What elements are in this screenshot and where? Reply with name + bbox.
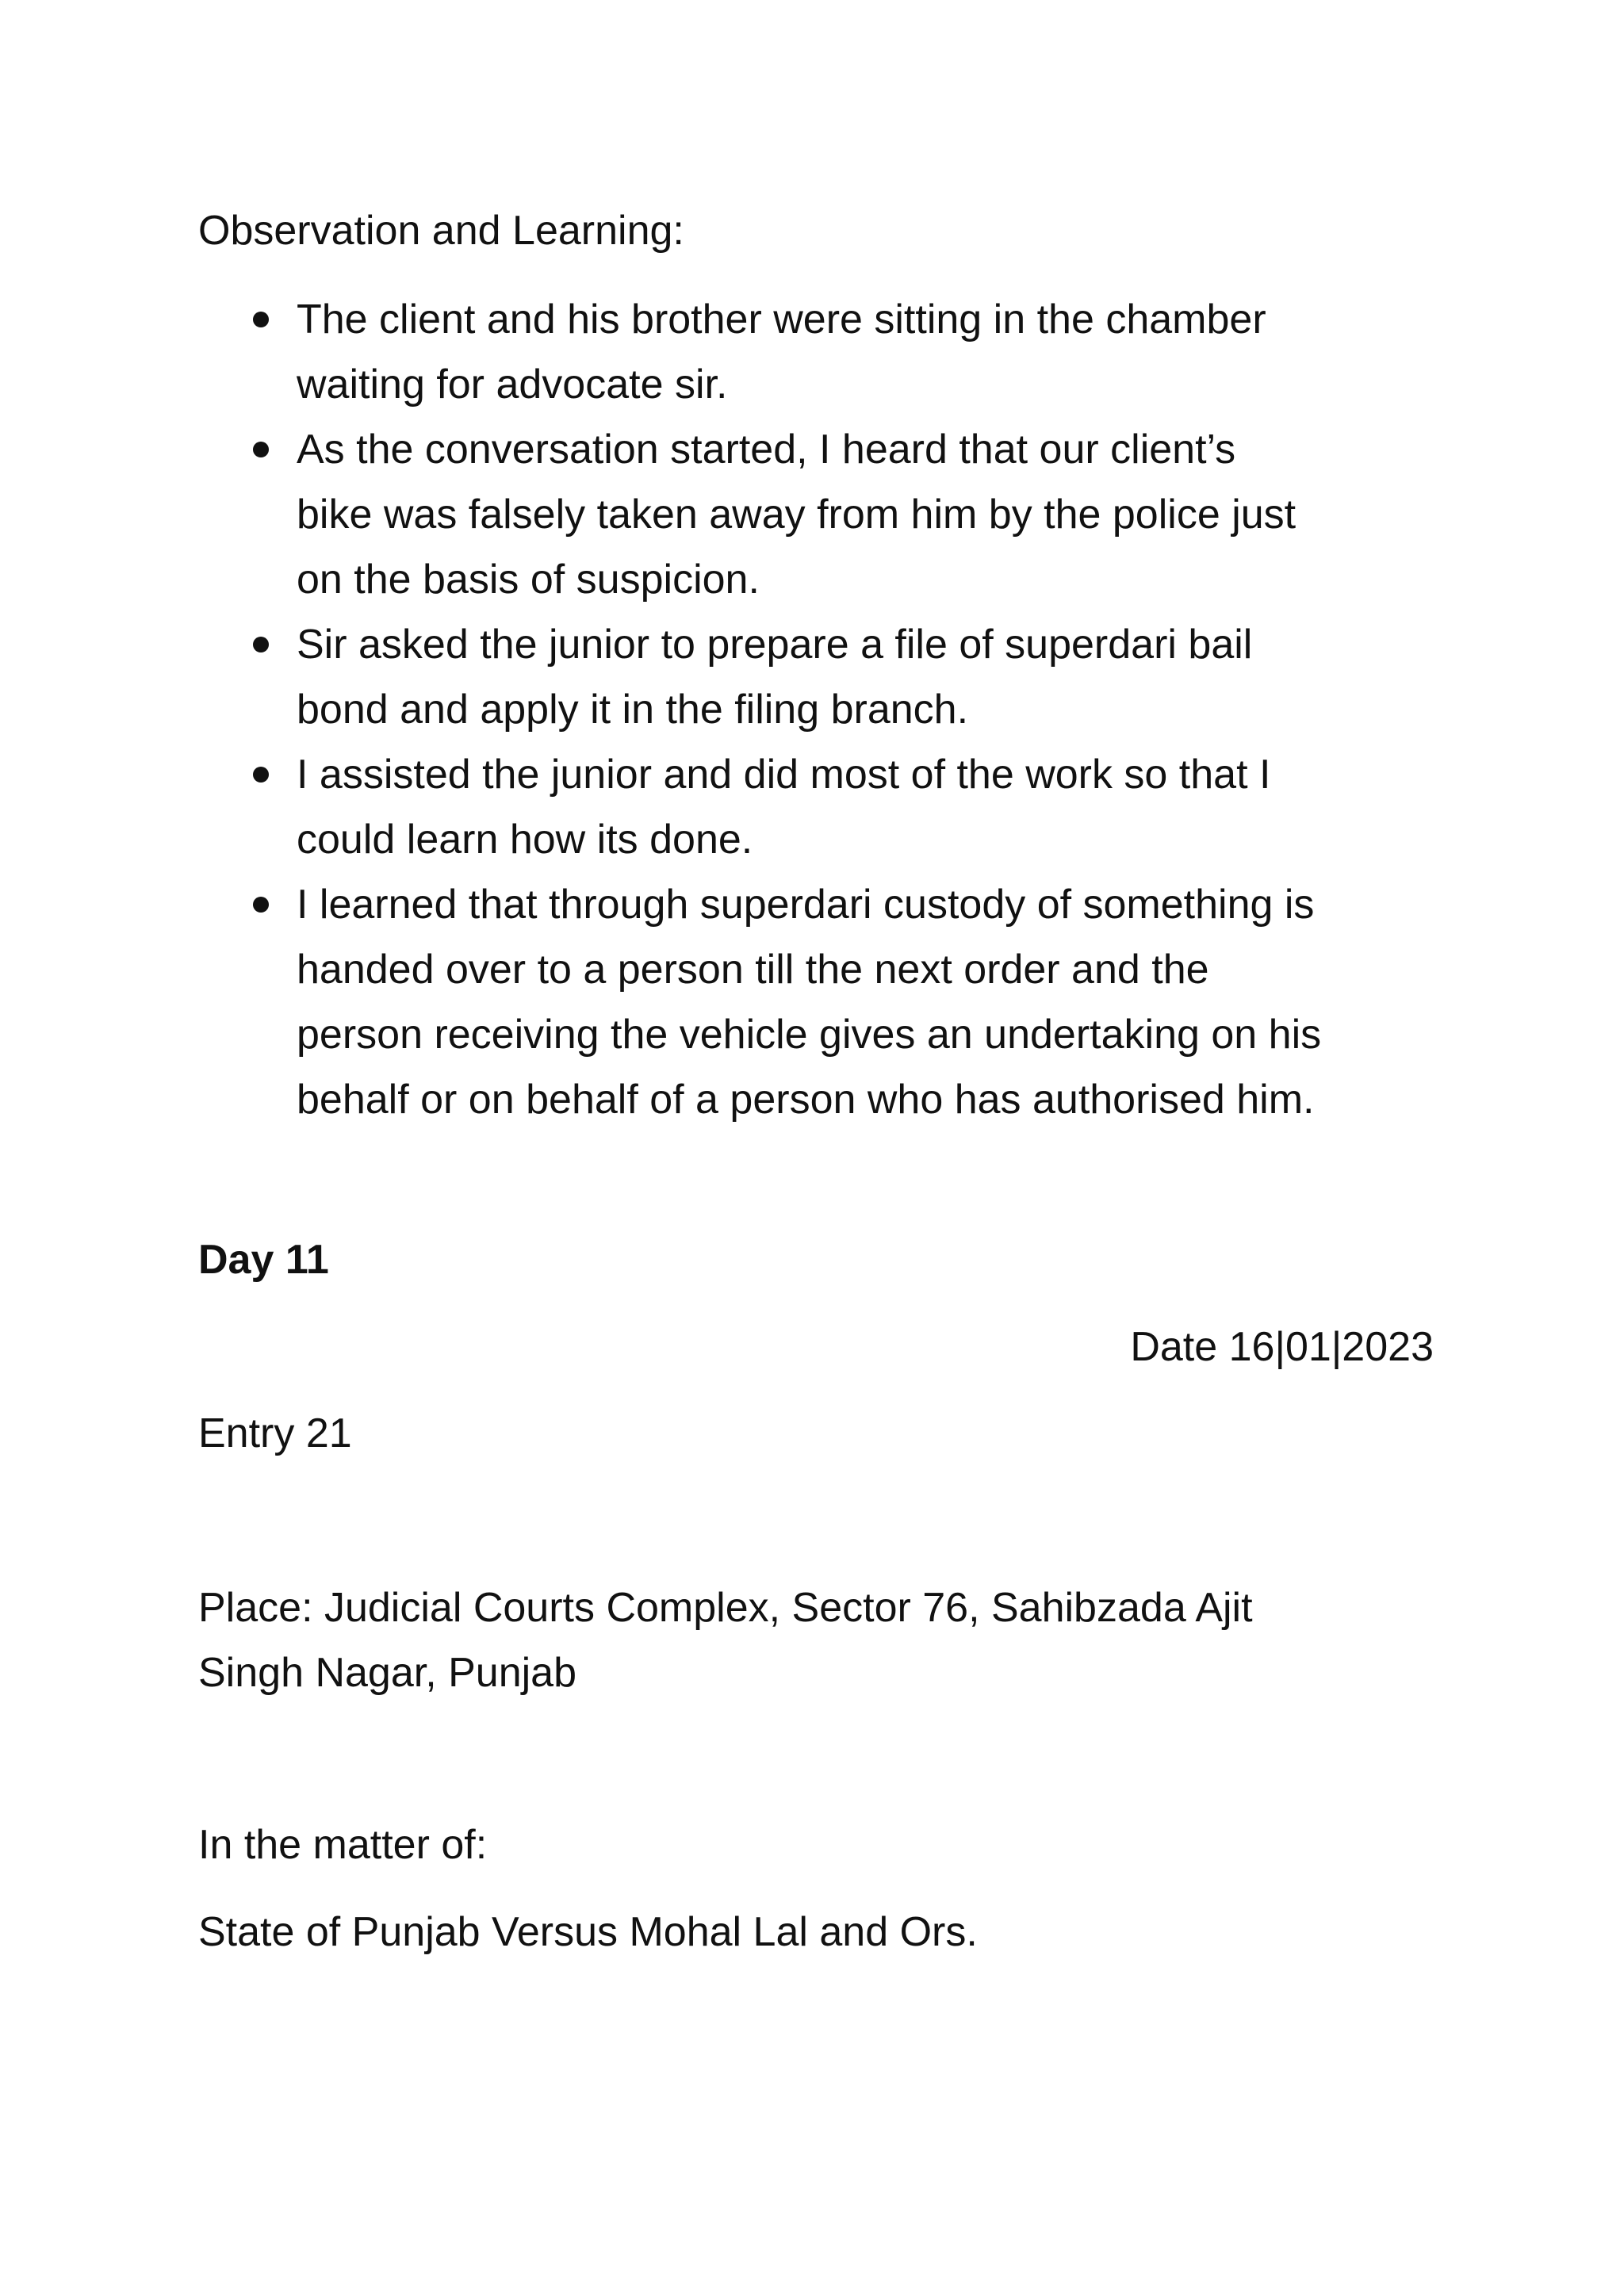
day-heading: Day 11 bbox=[198, 1237, 329, 1283]
observation-bullet-item bbox=[198, 742, 1435, 872]
bullet-line: waiting for advocate sir. bbox=[297, 362, 728, 408]
bullet-line: could learn how its done. bbox=[297, 817, 753, 863]
bullet-line: bond and apply it in the filing branch. bbox=[297, 687, 969, 733]
bullet-line: I learned that through superdari custody of something is bbox=[297, 882, 1315, 928]
observation-bullet-item bbox=[198, 417, 1435, 612]
entry-date: Date 16|01|2023 bbox=[1130, 1324, 1434, 1370]
bullet-line: Sir asked the junior to prepare a file of superdari bail bbox=[297, 622, 1253, 668]
place-text bbox=[198, 1575, 1435, 1705]
observation-bullet-list bbox=[198, 287, 1435, 1132]
bullet-icon bbox=[253, 637, 269, 652]
observation-heading: Observation and Learning: bbox=[198, 208, 684, 254]
observation-bullet-item bbox=[198, 612, 1435, 742]
matter-label: In the matter of: bbox=[198, 1822, 488, 1868]
observation-bullet-item bbox=[198, 287, 1435, 417]
bullet-line: person receiving the vehicle gives an undertaking on his bbox=[297, 1012, 1322, 1058]
matter-title: State of Punjab Versus Mohal Lal and Ors. bbox=[198, 1909, 978, 1955]
bullet-line: handed over to a person till the next order and the bbox=[297, 947, 1209, 993]
bullet-line: I assisted the junior and did most of the work so that I bbox=[297, 752, 1271, 798]
bullet-icon bbox=[253, 767, 269, 783]
bullet-line: behalf or on behalf of a person who has authorised him. bbox=[297, 1077, 1315, 1123]
place-line: Place: Judicial Courts Complex, Sector 76, Sahibzada Ajit bbox=[198, 1585, 1253, 1631]
bullet-line: As the conversation started, I heard that our client’s bbox=[297, 427, 1236, 473]
bullet-icon bbox=[253, 442, 269, 457]
bullet-icon bbox=[253, 897, 269, 913]
entry-number: Entry 21 bbox=[198, 1410, 352, 1456]
place-line: Singh Nagar, Punjab bbox=[198, 1650, 577, 1696]
bullet-line: bike was falsely taken away from him by the police just bbox=[297, 492, 1297, 538]
bullet-line: The client and his brother were sitting in the chamber bbox=[297, 297, 1266, 342]
observation-bullet-item bbox=[198, 872, 1435, 1132]
bullet-icon bbox=[253, 312, 269, 327]
bullet-line: on the basis of suspicion. bbox=[297, 557, 760, 603]
